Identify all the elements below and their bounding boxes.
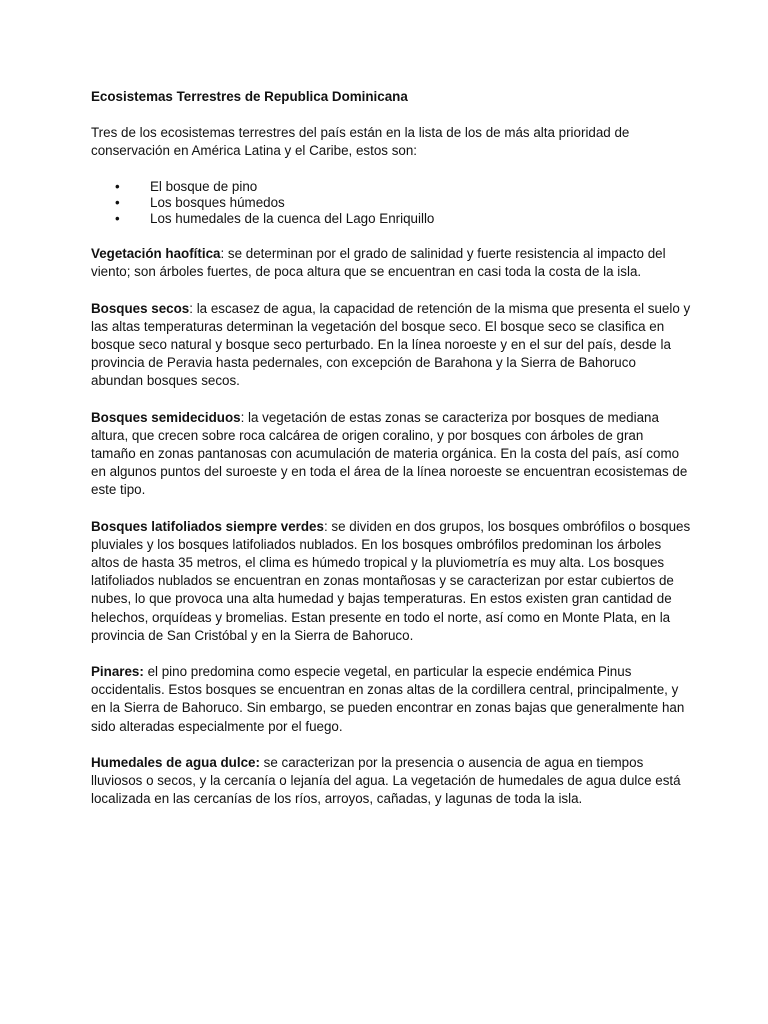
bullet-text: Los bosques húmedos — [150, 194, 285, 210]
section-text: : se determinan por el grado de salinidad y fuerte resistencia al impacto del viento; son árboles fuertes, de poca altura que se encuentran en casi toda la costa de la isla. — [91, 246, 666, 280]
section-term: Vegetación haofítica — [91, 246, 221, 262]
section-term: Bosques semideciduos — [91, 409, 241, 425]
ecosystem-bullet-list — [91, 179, 691, 228]
section-term: Humedales de agua dulce: — [91, 754, 260, 770]
document-page — [91, 88, 691, 827]
bullet-item — [91, 195, 691, 211]
section-text: : se dividen en dos grupos, los bosques ombrófilos o bosques pluviales y los bosques latifoliados nublados. En los bosques ombrófilos predominan los árboles altos de hasta 35 metros, el clima es húmedo tropical y la pluviometría es muy alta. Los bosques latifoliados nublados se encuentran en zonas montañosas y se caracterizan por estar cubiertos de nubes, lo que provoca una alta humedad y bajas temperaturas. En estos existen gran cantidad de helechos, orquídeas y bromelias. Estan presente en todo el norte, así como en Monte Plata, en la provincia de San Cristóbal y en la Sierra de Bahoruco. — [91, 518, 691, 643]
bullet-item — [91, 211, 691, 227]
bullet-icon: • — [115, 178, 120, 194]
section-term: Bosques latifoliados siempre verdes — [91, 518, 324, 534]
section-bosques-semideciduos — [91, 409, 691, 500]
bullet-text: Los humedales de la cuenca del Lago Enriquillo — [150, 211, 435, 227]
bullet-item — [91, 179, 691, 195]
intro-paragraph: Tres de los ecosistemas terrestres del país están en la lista de los de más alta prioridad de conservación en América Latina y el Caribe, estos son: — [91, 125, 630, 159]
document-title: Ecosistemas Terrestres de Republica Dominicana — [91, 89, 408, 104]
bullet-icon: • — [115, 211, 120, 227]
section-text: el pino predomina como especie vegetal, en particular la especie endémica Pinus occidentalis. Estos bosques se encuentran en zonas altas de la cordillera central, principalmente, y en la Sierra de Bahoruco. Sin embargo, se pueden encontrar en zonas bajas que generalmente han sido alteradas especialmente por el fuego. — [91, 664, 685, 734]
section-bosques-latifoliados — [91, 518, 691, 645]
section-humedales-agua-dulce — [91, 754, 691, 809]
bullet-text: El bosque de pino — [150, 178, 258, 194]
section-vegetacion-halofitica — [91, 245, 691, 281]
section-term: Pinares: — [91, 664, 144, 680]
section-term: Bosques secos — [91, 300, 190, 316]
section-pinares — [91, 663, 691, 736]
section-text: se caracterizan por la presencia o ausencia de agua en tiempos lluviosos o secos, y la cercanía o lejanía del agua. La vegetación de humedales de agua dulce está localizada en las cercanías de los ríos, arroyos, cañadas, y lagunas de toda la isla. — [91, 754, 681, 807]
bullet-icon: • — [115, 194, 120, 210]
section-text: : la vegetación de estas zonas se caracteriza por bosques de mediana altura, que crecen sobre roca calcárea de origen coralino, y por bosques con árboles de gran tamaño en zonas pantanosas con acumulación de materia orgánica. En la costa del país, así como en algunos puntos del suroeste y en toda el área de la línea noroeste se encuentran ecosistemas de este tipo. — [91, 409, 688, 498]
section-bosques-secos — [91, 300, 691, 391]
section-text: : la escasez de agua, la capacidad de retención de la misma que presenta el suelo y las altas temperaturas determinan la vegetación del bosque seco. El bosque seco se clasifica en bosque seco natural y bosque seco perturbado. En la línea noroeste y en el sur del país, desde la provincia de Peravia hasta pedernales, con excepción de Barahona y la Sierra de Bahoruco abundan bosques secos. — [91, 300, 691, 389]
